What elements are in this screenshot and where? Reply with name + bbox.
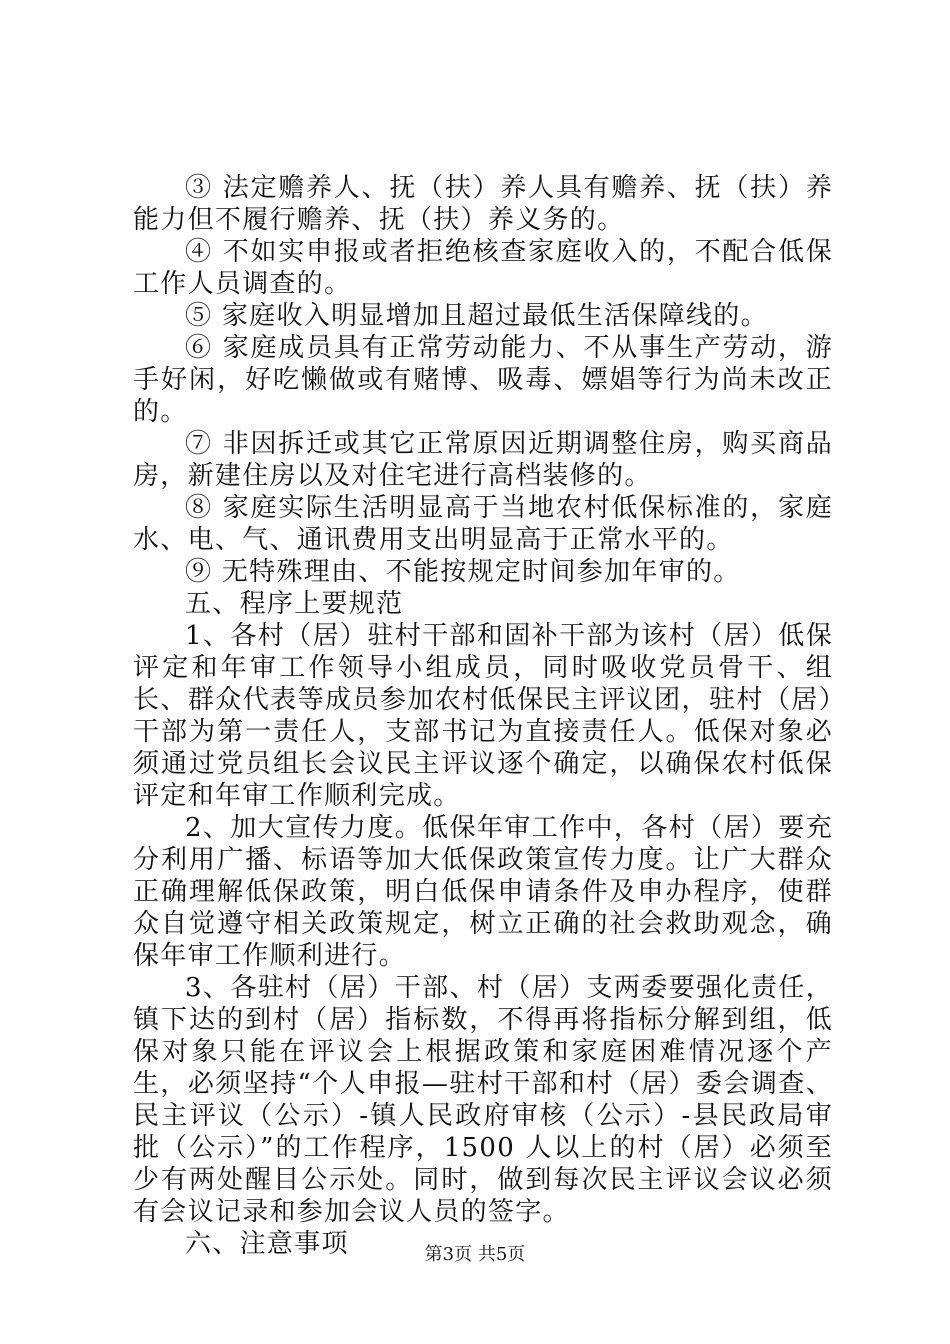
paragraph-procedure-3: 3、各驻村（居）干部、村（居）支两委要强化责任，镇下达的到村（居）指标数，不得再将指标分解到组，低保对象只能在评议会上根据政策和家庭困难情况逐个产生，必须坚持“个人申报—驻村干部和村（居）委会调查、民主评议（公示）-镇人民政府审核（公示）-县民政局审批（公示）”的工作程序，1500 人以上的村（居）必须至少有两处醒目公示处。同时，做到每次民主评议会议必须有会议记录和参加会议人员的签字。 [133,973,833,1227]
paragraph-item-3: ③ 法定赡养人、抚（扶）养人具有赡养、抚（扶）养能力但不履行赡养、抚（扶）养义务的。 [133,173,833,235]
paragraph-procedure-1: 1、各村（居）驻村干部和固补干部为该村（居）低保评定和年审工作领导小组成员，同时吸收党员骨干、组长、群众代表等成员参加农村低保民主评议团，驻村（居）干部为第一责任人，支部书记为直接责任人。低保对象必须通过党员组长会议民主评议逐个确定，以确保农村低保评定和年审工作顺利完成。 [133,621,833,811]
section-heading-5: 五、程序上要规范 [185,589,404,619]
paragraph-procedure-2: 2、加大宣传力度。低保年审工作中，各村（居）要充分利用广播、标语等加大低保政策宣传力度。让广大群众正确理解低保政策，明白低保申请条件及申办程序，使群众自觉遵守相关政策规定，树立正确的社会救助观念，确保年审工作顺利进行。 [133,813,833,971]
paragraph-item-9: ⑨ 无特殊理由、不能按规定时间参加年审的。 [185,557,741,587]
document-body [133,172,833,1260]
paragraph-item-8: ⑧ 家庭实际生活明显高于当地农村低保标准的，家庭水、电、气、通讯费用支出明显高于正常水平的。 [133,493,833,555]
page-footer: 第3页 共5页 [424,1244,526,1265]
paragraph-item-5: ⑤ 家庭收入明显增加且超过最低生活保障线的。 [185,301,768,331]
section-heading-6: 六、注意事项 [185,1229,349,1259]
paragraph-item-6: ⑥ 家庭成员具有正常劳动能力、不从事生产劳动，游手好闲，好吃懒做或有赌博、吸毒、嫖娼等行为尚未改正的。 [133,333,833,427]
paragraph-item-7: ⑦ 非因拆迁或其它正常原因近期调整住房，购买商品房，新建住房以及对住宅进行高档装修的。 [133,429,833,491]
paragraph-item-4: ④ 不如实申报或者拒绝核查家庭收入的，不配合低保工作人员调查的。 [133,237,833,299]
